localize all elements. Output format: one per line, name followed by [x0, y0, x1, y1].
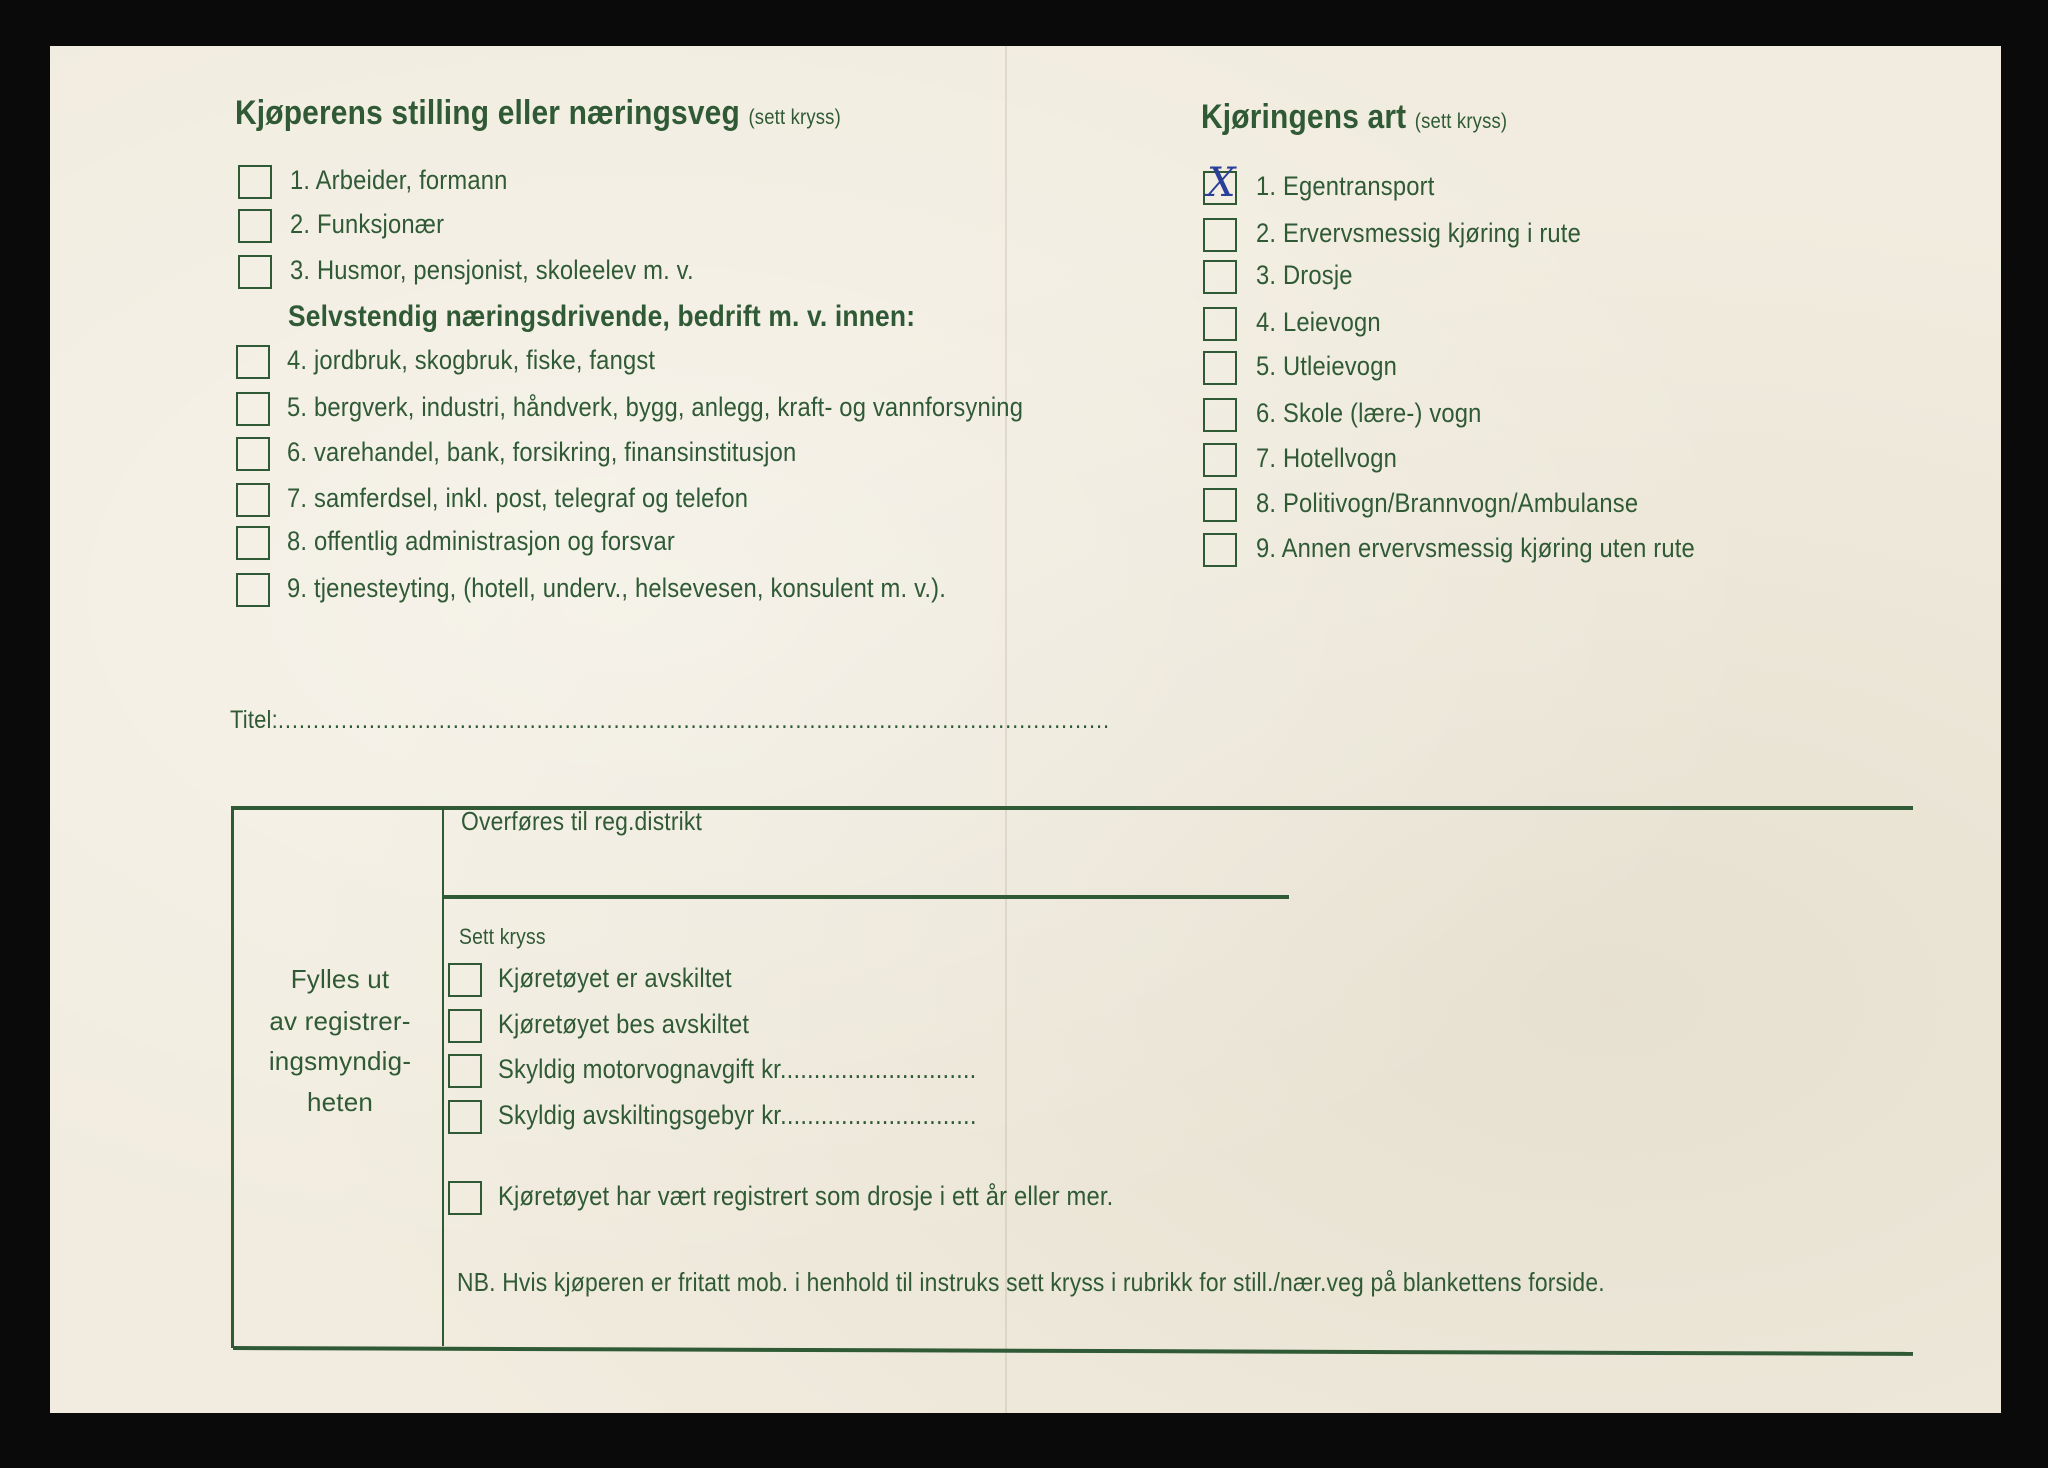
occupation-item-9-checkbox[interactable]	[236, 573, 270, 607]
occupation-item-3-checkbox[interactable]	[238, 255, 272, 289]
occupation-item-6-checkbox[interactable]	[236, 437, 270, 471]
driving-type-item-3-checkbox[interactable]	[1203, 260, 1237, 294]
occupation-item-8-checkbox[interactable]	[236, 526, 270, 560]
authority-check-5-checkbox[interactable]	[448, 1181, 482, 1215]
authority-check-4-checkbox[interactable]	[448, 1100, 482, 1134]
driving-type-item-7-label: 7. Hotellvogn	[1256, 443, 1397, 473]
driving-type-item-3-label: 3. Drosje	[1256, 260, 1353, 290]
driving-type-item-9-checkbox[interactable]	[1203, 533, 1237, 567]
driving-type-item-8-label: 8. Politivogn/Brannvogn/Ambulanse	[1256, 488, 1639, 518]
occupation-item-5-label: 5. bergverk, industri, håndverk, bygg, anlegg, kraft- og vannforsyning	[287, 392, 1024, 422]
occupation-item-1-checkbox[interactable]	[238, 165, 272, 199]
self-employed-subheading: Selvstendig næringsdrivende, bedrift m. v. innen:	[288, 300, 916, 333]
driving-type-item-8-checkbox[interactable]	[1203, 488, 1237, 522]
authority-check-1-label: Kjøretøyet er avskiltet	[498, 963, 732, 993]
driving-type-item-6-label: 6. Skole (lære-) vogn	[1256, 398, 1482, 428]
occupation-item-9-label: 9. tjenesteyting, (hotell, underv., helsevesen, konsulent m. v.).	[287, 573, 947, 603]
occupation-item-2-checkbox[interactable]	[238, 209, 272, 243]
driving-type-item-7-checkbox[interactable]	[1203, 443, 1237, 477]
titel-field[interactable]: Titel:.......................................................................................................................	[230, 706, 1111, 734]
occupation-item-4-checkbox[interactable]	[236, 345, 270, 379]
authority-check-3-checkbox[interactable]	[448, 1054, 482, 1088]
buyer-occupation-heading: Kjøperens stilling eller næringsveg (sett kryss)	[235, 94, 841, 132]
box-left-border	[231, 806, 234, 1348]
authority-side-label-line: heten	[306, 1087, 374, 1117]
occupation-item-4-label: 4. jordbruk, skogbruk, fiske, fangst	[287, 345, 656, 375]
driving-type-item-5-checkbox[interactable]	[1203, 351, 1237, 385]
authority-check-3-label: Skyldig motorvognavgift kr.............................	[498, 1054, 977, 1084]
authority-check-4-label: Skyldig avskiltingsgebyr kr.............................	[498, 1100, 977, 1130]
driving-type-item-5-label: 5. Utleievogn	[1256, 351, 1397, 381]
authority-check-2-checkbox[interactable]	[448, 1009, 482, 1043]
transfer-district-label: Overføres til reg.distrikt	[461, 806, 703, 836]
driving-type-item-2-label: 2. Ervervsmessig kjøring i rute	[1256, 218, 1581, 248]
occupation-item-1-label: 1. Arbeider, formann	[290, 165, 508, 195]
authority-check-1-checkbox[interactable]	[448, 963, 482, 997]
authority-side-label-line: ingsmyndig-	[268, 1046, 412, 1076]
driving-type-item-1-label: 1. Egentransport	[1256, 171, 1435, 201]
occupation-item-7-checkbox[interactable]	[236, 483, 270, 517]
occupation-item-6-label: 6. varehandel, bank, forsikring, finansinstitusjon	[287, 437, 797, 467]
authority-side-label-line: Fylles ut	[290, 964, 390, 994]
driving-type-item-4-checkbox[interactable]	[1203, 307, 1237, 341]
transfer-underline	[444, 895, 1289, 899]
occupation-item-5-checkbox[interactable]	[236, 392, 270, 426]
occupation-item-7-label: 7. samferdsel, inkl. post, telegraf og telefon	[287, 483, 749, 513]
driving-type-heading: Kjøringens art (sett kryss)	[1201, 98, 1508, 136]
authority-side-label-line: av registrer-	[269, 1006, 411, 1036]
occupation-item-8-label: 8. offentlig administrasjon og forsvar	[287, 526, 675, 556]
authority-check-5-label: Kjøretøyet har vært registrert som drosje i ett år eller mer.	[498, 1181, 1114, 1211]
handwritten-x-mark: X	[1207, 160, 1236, 206]
nb-note: NB. Hvis kjøperen er fritatt mob. i henhold til instruks sett kryss i rubrikk for still./nær.veg på blankettens forside.	[457, 1267, 1605, 1297]
authority-check-2-label: Kjøretøyet bes avskiltet	[498, 1009, 750, 1039]
occupation-item-3-label: 3. Husmor, pensjonist, skoleelev m. v.	[290, 255, 694, 285]
occupation-item-2-label: 2. Funksjonær	[290, 209, 445, 239]
sett-kryss-label: Sett kryss	[459, 924, 546, 949]
box-divider	[442, 808, 444, 1346]
driving-type-item-4-label: 4. Leievogn	[1256, 307, 1381, 337]
driving-type-item-2-checkbox[interactable]	[1203, 218, 1237, 252]
driving-type-item-6-checkbox[interactable]	[1203, 398, 1237, 432]
driving-type-item-9-label: 9. Annen ervervsmessig kjøring uten rute	[1256, 533, 1695, 563]
